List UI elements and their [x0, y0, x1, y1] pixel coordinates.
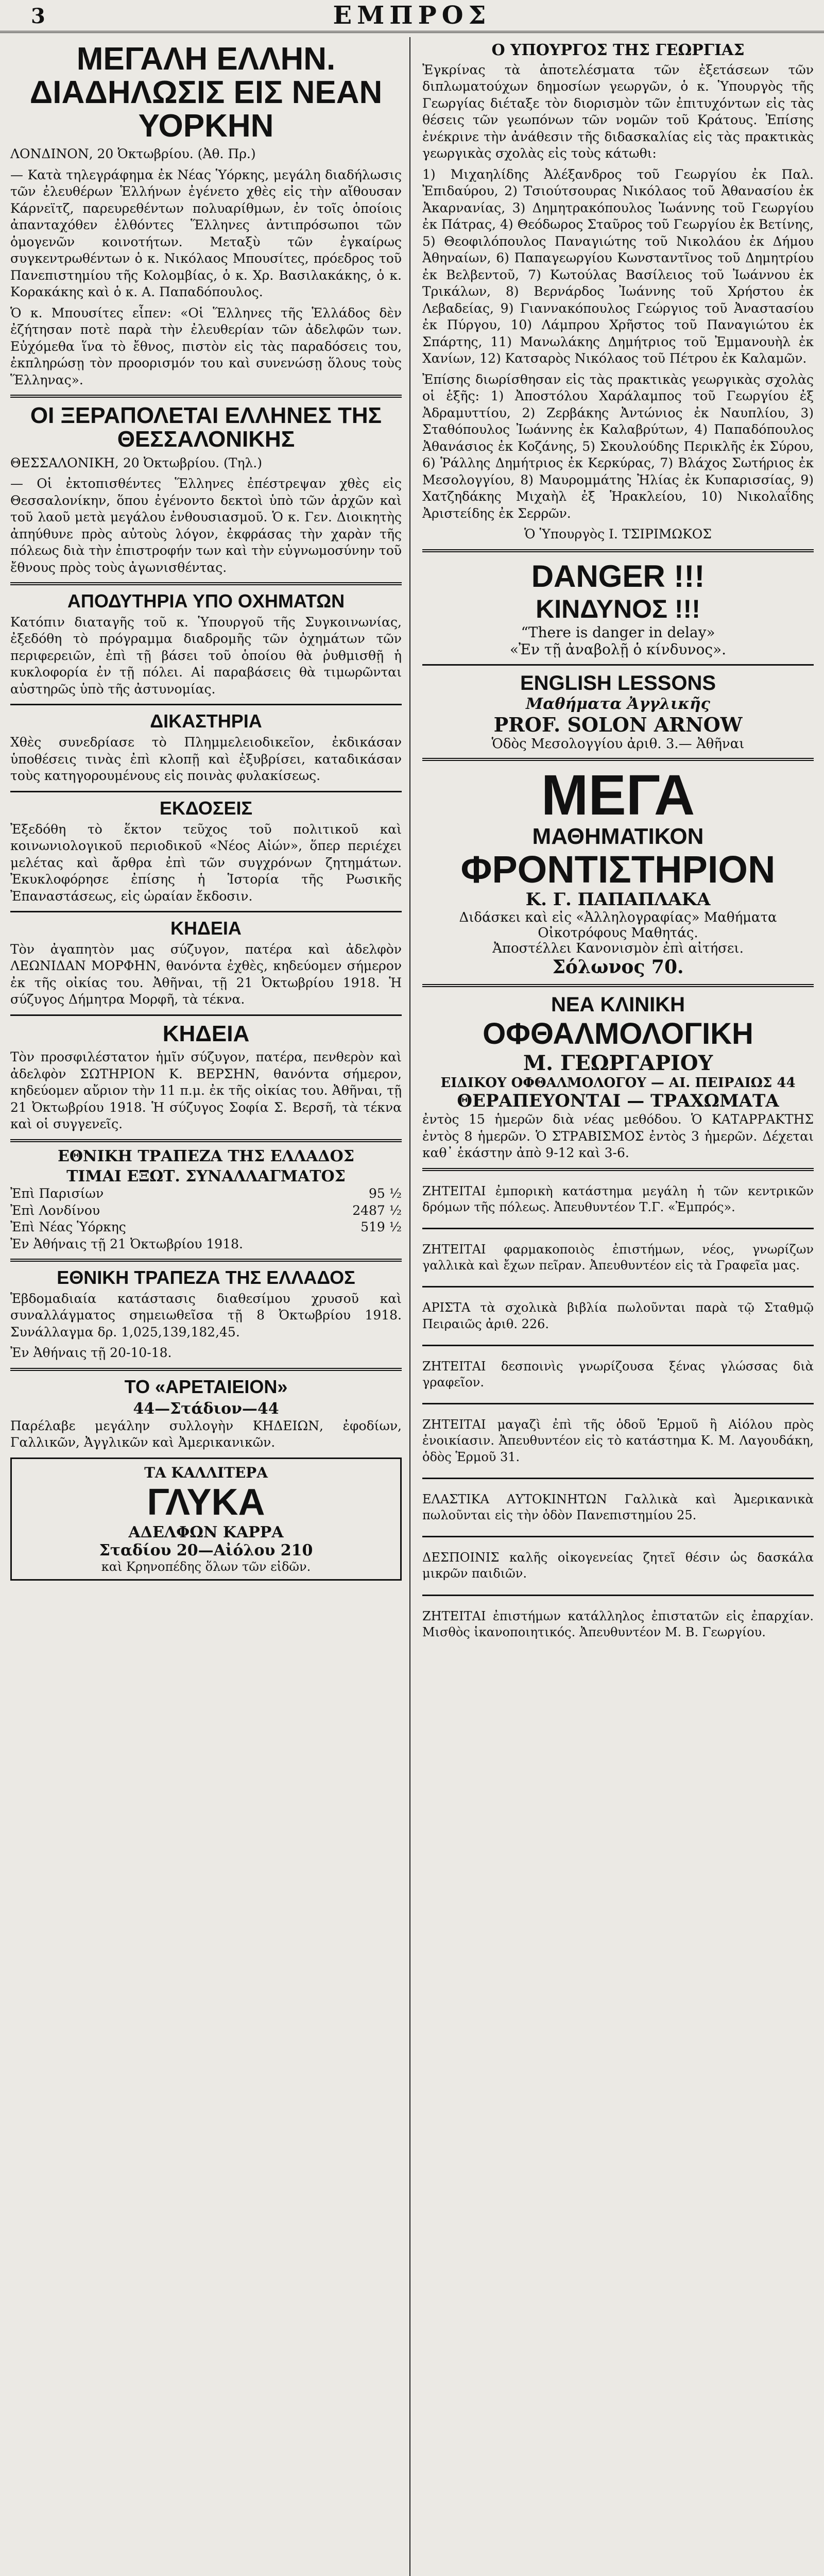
- ad-danger-title-gr: ΚΙΝΔΥΝΟΣ !!!: [536, 594, 700, 623]
- divider: [10, 395, 402, 398]
- ad-lessons-title: ENGLISH LESSONS: [520, 671, 716, 694]
- divider: [422, 1595, 814, 1596]
- exchange-label: Ἐπὶ Λονδίνου: [10, 1202, 100, 1218]
- ad-clinic-body: ἐντὸς 15 ἡμερῶν διὰ νέας μεθόδου. Ὁ ΚΑΤΑΡΡΑΚΤΗΣ ἐντὸς 8 ἡμερῶν. Ὁ ΣΤΡΑΒΙΣΜΟΣ ἐντὸς 3 ἡμερῶν. Δέχεται καθ᾽ ἑκάστην ἀπὸ 9-12 καὶ 3-6.: [422, 1112, 814, 1161]
- classified-ad: ΖΗΤΕΙΤΑΙ δεσποινὶς γνωρίζουσα ξένας γλώσσας διὰ γραφεῖον.: [422, 1359, 814, 1389]
- ad-clinic-doctor: Μ. ΓΕΩΡΓΑΡΙΟΥ: [523, 1051, 713, 1076]
- divider: [10, 582, 402, 585]
- notice-kideia-2: [10, 1022, 402, 1133]
- article-paragraph: — Οἱ ἐκτοπισθέντες Ἕλληνες ἐπέστρεψαν χθὲς εἰς Θεσσαλονίκην, ὅπου ἐγένοντο δεκτοὶ ὑπὸ τῶν ἀρχῶν καὶ τοῦ λαοῦ μετὰ μεγάλου ἐνθουσιασμοῦ. Ὁ κ. Γεν. Διοικητὴς ἀπηύθυνε πρὸς αὐτοὺς λόγον, ἐκφράσας τὴν χαρὰν τῆς πόλεως διὰ τὴν ἐπιστροφήν των καὶ τὴν εὐγνωμοσύνην τοῦ ἔθνους πρὸς τοὺς ἀγωνισθέντας.: [10, 476, 402, 575]
- classified-ad: ΑΡΙΣΤΑ τὰ σχολικὰ βιβλία πωλοῦνται παρὰ τῷ Σταθμῷ Πειραιῶς ἀριθ. 226.: [422, 1300, 814, 1331]
- ad-clinic-top: ΝΕΑ ΚΛΙΝΙΚΗ: [551, 993, 685, 1016]
- divider: [10, 1014, 402, 1016]
- article-title: ΟΙ ΞΕΡΑΠΟΛΕΤΑΙ ΕΛΛΗΝΕΣ ΤΗΣ ΘΕΣΣΑΛΟΝΙΚΗΣ: [30, 403, 382, 452]
- ad-front-head: Κ. Γ. ΠΑΠΑΠΛΑΚΑ: [525, 889, 711, 910]
- divider: [422, 1286, 814, 1287]
- divider: [422, 1536, 814, 1537]
- divider: [10, 911, 402, 912]
- exchange-title: ΕΘΝΙΚΗ ΤΡΑΠΕΖΑ ΤΗΣ ΕΛΛΑΔΟΣ: [58, 1147, 354, 1165]
- exchange-row: [10, 1219, 402, 1236]
- article-paragraph: Ὁ κ. Μπουσίτες εἶπεν: «Οἱ Ἕλληνες τῆς Ἑλλάδος δὲν ἐζήτησαν ποτὲ παρὰ τὴν ἐλευθερίαν τῶν ἀδελφῶν των. Εὐχόμεθα ἵνα τὸ ἔθνος, πιστὸν εἰς τὰς παραδόσεις του, ἐκπληρώσῃ τὸν προορισμόν του καὶ συνενώσῃ ὅλους τοὺς Ἕλληνας».: [10, 305, 402, 387]
- ad-glyka: [10, 1458, 402, 1581]
- ad-frontistirion: [422, 763, 814, 978]
- notice-title: ΚΗΔΕΙΑ: [162, 1021, 250, 1046]
- ad-title: ΤΟ «ΑΡΕΤΑΙΕΙΟΝ»: [124, 1376, 288, 1397]
- ad-front-street: Σόλωνος 70.: [552, 956, 684, 978]
- divider: [422, 549, 814, 552]
- notice-body: Τὸν προσφιλέστατον ἡμῖν σύζυγον, πατέρα, πενθερὸν καὶ ἀδελφὸν ΣΩΤΗΡΙΟΝ Κ. ΒΕΡΣΗΝ, θανόντα σήμερον, κηδεύομεν αὔριον τὴν 11 π.μ. ἐκ τῆς οἰκίας του. Ἀθῆναι, τῇ 21 Ὀκτωβρίου 1918. Ἡ σύζυγος Σοφία Σ. Βερσῆ, τὰ τέκνα καὶ οἱ συγγενεῖς.: [10, 1049, 402, 1132]
- classified-ad: ΖΗΤΕΙΤΑΙ φαρμακοποιὸς ἐπιστήμων, νέος, γνωρίζων γαλλικὰ καὶ ἔχων πεῖραν. Ἀπευθυντέον εἰς τὰ Γραφεῖα μας.: [422, 1242, 814, 1273]
- divider: [422, 984, 814, 987]
- ad-sub: ΑΔΕΛΦΩΝ ΚΑΡΡΑ: [128, 1523, 284, 1541]
- classified-ad: ΖΗΤΕΙΤΑΙ ἐπιστήμων κατάλληλος ἐπιστατῶν εἰς ἐπαρχίαν. Μισθὸς ἱκανοποιητικός. Ἀπευθυντέον Μ. Β. Γεωργίου.: [422, 1608, 814, 1639]
- divider: [10, 1259, 402, 1262]
- notice-body: Τὸν ἀγαπητὸν μας σύζυγον, πατέρα καὶ ἀδελφὸν ΛΕΩΝΙΔΑΝ ΜΟΡΦΗΝ, θανόντα ἐχθὲς, κηδεύομεν σήμερον ἐκ τῆς οἰκίας του. Ἀθῆναι, τῇ 21 Ὀκτωβρίου 1918. Ἡ σύζυγος Δήμητρα Μορφῆ, τὰ τέκνα.: [10, 941, 402, 1007]
- ad-address: Σταδίου 20—Αἰόλου 210: [99, 1541, 313, 1560]
- article-title: ΔΙΚΑΣΤΗΡΙΑ: [150, 710, 262, 732]
- ad-clinic-sub: ΘΕΡΑΠΕΥΟΝΤΑΙ — ΤΡΑΧΩΜΑΤΑ: [457, 1091, 779, 1112]
- ad-danger: [422, 558, 814, 658]
- article-dateline: ΘΕΣΣΑΛΟΝΙΚΗ, 20 Ὀκτωβρίου. (Τηλ.): [10, 455, 262, 470]
- ad-front-top: ΜΕΓΑ: [541, 763, 695, 827]
- article-title: ΕΚΔΟΣΕΙΣ: [159, 797, 253, 819]
- ad-body: Παρέλαβε μεγάλην συλλογὴν ΚΗΔΕΙΩΝ, ἐφοδίων, Γαλλικῶν, Ἀγγλικῶν καὶ Ἀμερικανικῶν.: [10, 1418, 402, 1450]
- exchange-row: [10, 1185, 402, 1202]
- masthead: ΕΜΠΡΟΣ: [333, 1, 491, 30]
- exchange-subtitle: ΤΙΜΑΙ ΕΞΩΤ. ΣΥΝΑΛΛΑΓΜΑΤΟΣ: [66, 1167, 346, 1186]
- divider: [422, 1228, 814, 1229]
- classified-ad: ΕΛΑΣΤΙΚΑ ΑΥΤΟΚΙΝΗΤΩΝ Γαλλικὰ καὶ Ἀμερικανικὰ πωλοῦνται εἰς τὴν ὁδὸν Πανεπιστημίου 25.: [422, 1492, 814, 1522]
- classifieds: [422, 1183, 814, 1640]
- exchange-value: 519 ½: [360, 1219, 402, 1235]
- exchange-rates: [10, 1148, 402, 1253]
- divider: [422, 664, 814, 666]
- ad-danger-gr: «Ἐν τῇ ἀναβολῇ ὁ κίνδυνος».: [509, 640, 727, 658]
- left-column: [10, 37, 402, 1587]
- bank-title: ΕΘΝΙΚΗ ΤΡΑΠΕΖΑ ΤΗΣ ΕΛΛΑΔΟΣ: [57, 1267, 355, 1289]
- article-paragraph: Ἐξεδόθη τὸ ἕκτον τεῦχος τοῦ πολιτικοῦ καὶ κοινωνιολογικοῦ περιοδικοῦ «Νέος Αἰών», ὅπερ περιέχει μελέτας καὶ ἄρθρα ἐπὶ τῶν συγχρόνων ζητημάτων. Ἐκυκλοφόρησε ἐπίσης ἡ Ἱστορία τῆς Ρωσικῆς Ἐπαναστάσεως, εἰς ὡραίαν ἔκδοσιν.: [10, 821, 402, 904]
- notice-title: ΚΗΔΕΙΑ: [170, 918, 242, 939]
- classified-ad: ΔΕΣΠΟΙΝΙΣ καλῆς οἰκογενείας ζητεῖ θέσιν ὡς δασκάλα μικρῶν παιδιῶν.: [422, 1550, 814, 1581]
- right-column: [422, 37, 814, 1653]
- classified-ad: ΖΗΤΕΙΤΑΙ ἐμπορικὴ κατάστημα μεγάλη ἡ τῶν κεντρικῶν δρόμων τῆς πόλεως. Ἀπευθυντέον Τ.Γ. «Ἐμπρός».: [422, 1183, 814, 1214]
- article-paragraph: 1) Μιχαηλίδης Ἀλέξανδρος τοῦ Γεωργίου ἐκ Παλ. Ἐπιδαύρου, 2) Τσιούτσουρας Νικόλαος τοῦ Ἀθανασίου ἐκ Ἀκαρνανίας, 3) Δημητρακόπουλος Ἰωάννης τοῦ Γεωργίου ἐκ Πάτρας, 4) Θεόδωρος Σταῦρος τοῦ Γεωργίου ἐκ Βετίνης, 5) Θεοφιλόπουλος Παναγιώτης τοῦ Νικολάου ἐκ Δήμου Ἀθηναίων, 6) Παπαγεωργίου Κωνσταντῖνος τοῦ Δημητρίου ἐκ Βελβεντοῦ, 7) Κωτούλας Βασίλειος τοῦ Ἰωάννου ἐκ Τρικάλων, 8) Βερνάρδος Ἰωάννης τοῦ Χρήστου ἐκ Λεβαδείας, 9) Γιαννακόπουλος Γεώργιος τοῦ Ἀναστασίου ἐκ Πύργου, 10) Λάμπρου Χρῆστος τοῦ Παναγιώτου ἐκ Σπάρτης, 11) Μανωλάκης Δημήτριος τοῦ Ἐμμανουὴλ ἐκ Χανίων, 12) Κατσαρὸς Νικόλαος τοῦ Πέτρου ἐκ Καλαμῶν.: [422, 166, 814, 366]
- article-paragraph: Ἐπίσης διωρίσθησαν εἰς τὰς πρακτικὰς γεωργικὰς σχολὰς οἱ ἑξῆς: 1) Ἀποστόλου Χαράλαμπος τοῦ Γεωργίου ἐξ Ἀδραμυττίου, 2) Ζερβάκης Ἀντώνιος ἐκ Ναυπλίου, 3) Σταθόπουλος Ἰωάννης ἐκ Καλαβρύτων, 4) Παπαδόπουλος Ἀθανάσιος ἐκ Κοζάνης, 5) Σκουλούδης Περικλῆς ἐκ Σύρου, 6) Ῥάλλης Δημήτριος ἐκ Κερκύρας, 7) Βλάχος Σωτήριος ἐκ Μεσολογγίου, 8) Μαυρομμάτης Ἠλίας ἐκ Κυπαρισσίας, 9) Χατζηδάκης Μιχαὴλ ἐξ Ἡρακλείου, 10) Νικολαΐδης Ἀριστείδης ἐκ Σερρῶν.: [422, 371, 814, 521]
- ad-front-sub: ΜΑΘΗΜΑΤΙΚΟΝ: [532, 823, 704, 849]
- article-signature: Ὁ Ὑπουργὸς Ι. ΤΣΙΡΙΜΩΚΟΣ: [524, 527, 712, 541]
- ad-front-addr: Ἀποστέλλει Κανονισμὸν ἐπὶ αἰτήσει.: [492, 941, 744, 957]
- divider: [422, 1403, 814, 1404]
- exchange-label: Ἐπὶ Νέας Ὑόρκης: [10, 1219, 126, 1235]
- article-paragraph: Χθὲς συνεδρίασε τὸ Πλημμελειοδικεῖον, ἐκδικάσαν ὑποθέσεις τινὰς ἐπὶ κλοπῇ καὶ ἐξυβρίσει, καταδικάσαν τοὺς κατηγορουμένους εἰς ποινὰς φυλακίσεως.: [10, 735, 402, 784]
- article-dateline: ΛΟΝΔΙΝΟΝ, 20 Ὀκτωβρίου. (Ἀθ. Πρ.): [10, 146, 256, 162]
- ad-top: ΤΑ ΚΑΛΛΙΤΕΡΑ: [144, 1464, 268, 1481]
- classified-ad: ΖΗΤΕΙΤΑΙ μαγαζὶ ἐπὶ τῆς ὁδοῦ Ἑρμοῦ ἢ Αἰόλου πρὸς ἐνοικίασιν. Ἀπευθυντέον εἰς τὸ κατάστημα Κ. Μ. Λαγουδάκη, ὁδὸς Ἑρμοῦ 31.: [422, 1417, 814, 1464]
- divider: [422, 1345, 814, 1346]
- article-ochimata: [10, 591, 402, 698]
- bank-body: Ἑβδομαδιαία κατάστασις διαθεσίμου χρυσοῦ καὶ συναλλάγματος σημειωθεῖσα τῇ 8 Ὀκτωβρίου 1918. Συνάλλαγμα δρ. 1,025,139,182,45.: [10, 1291, 402, 1340]
- ad-english-lessons: [422, 672, 814, 752]
- ad-front-body: Διδάσκει καὶ εἰς «Ἀλληλογραφίας» Μαθήματα Οἰκοτρόφους Μαθητάς.: [459, 910, 777, 941]
- divider: [422, 1478, 814, 1479]
- article-paragraph: Ἐγκρίνας τὰ ἀποτελέσματα τῶν ἐξετάσεων τῶν διπλωματούχων δημοσίων γεωργῶν, ὁ κ. Ὑπουργὸς τῆς Γεωργίας διέταξε τὸν διορισμὸν τῶν ἐπιτυχόντων εἰς τὰς θέσεις τῶν γεωπόνων τῶν νομῶν τοῦ Κράτους. Ἐπίσης ἐνέκρινε τὴν ἀνάθεσιν τῆς διδασκαλίας εἰς τὰς πρακτικὰς γεωργικὰς σχολὰς εἰς τοὺς κάτωθι:: [422, 62, 814, 161]
- article-title: ΜΕΓΑΛΗ ΕΛΛΗΝ. ΔΙΑΔΗΛΩΣΙΣ ΕΙΣ ΝΕΑΝ ΥΟΡΚΗΝ: [29, 41, 383, 144]
- bank-notice: [10, 1268, 402, 1362]
- ad-lessons-teacher: PROF. SOLON ARNOW: [493, 713, 743, 736]
- ad-danger-en: “There is danger in delay»: [521, 623, 715, 641]
- article-dikastiria: [10, 711, 402, 784]
- exchange-value: 2487 ½: [352, 1202, 402, 1218]
- ad-lessons-address: Ὁδὸς Μεσολογγίου ἀριθ. 3.— Ἀθῆναι: [491, 736, 745, 752]
- article-title: ΑΠΟΔΥΤΗΡΙΑ ΥΠΟ ΟΧΗΜΑΤΩΝ: [67, 590, 345, 612]
- page-header: [0, 0, 824, 33]
- article-paragraph: Κατόπιν διαταγῆς τοῦ κ. Ὑπουργοῦ τῆς Συγκοινωνίας, ἐξεδόθη τὸ πρόγραμμα διαδρομῆς τῶν ὀχημάτων τῶν περιφερειῶν, ἐπὶ τῇ βάσει τοῦ ὁποίου θὰ ῥυθμισθῇ ἡ κυκλοφορία ἐν τῇ πόλει. Αἱ παραβάσεις θὰ τιμωρῶνται αὐστηρῶς ὑπὸ τῆς ἀστυνομίας.: [10, 614, 402, 697]
- divider: [10, 1368, 402, 1371]
- ad-danger-title: DANGER !!!: [531, 558, 705, 594]
- column-rule: [409, 37, 410, 2576]
- ad-clinic-main: ΟΦΘΑΛΜΟΛΟΓΙΚΗ: [483, 1017, 753, 1051]
- article-diadilosis: [10, 42, 402, 388]
- divider: [10, 704, 402, 705]
- ad-lessons-sub: Μαθήματα Ἀγγλικῆς: [526, 694, 710, 713]
- exchange-row: [10, 1202, 402, 1219]
- notice-kideia-1: [10, 919, 402, 1008]
- divider: [422, 1168, 814, 1171]
- exchange-date: Ἐν Ἀθήναις τῇ 21 Ὀκτωβρίου 1918.: [10, 1236, 243, 1251]
- ad-main: ΓΛΥΚΑ: [147, 1481, 265, 1523]
- ad-clinic-spec: ΕΙΔΙΚΟΥ ΟΦΘΑΛΜΟΛΟΓΟΥ — ΑΙ. ΠΕΙΡΑΙΩΣ 44: [440, 1075, 796, 1091]
- ad-aretaieion: [10, 1377, 402, 1451]
- page-number: 3: [31, 4, 45, 28]
- divider: [10, 1139, 402, 1142]
- exchange-value: 95 ½: [369, 1186, 402, 1201]
- ad-front-main: ΦΡΟΝΤΙΣΤΗΡΙΟΝ: [460, 848, 776, 891]
- article-ekdoseis: [10, 799, 402, 905]
- ad-subtitle: 44—Στάδιον—44: [133, 1399, 279, 1418]
- ad-note: καὶ Κρηνοπέδης ὅλων τῶν εἰδῶν.: [101, 1559, 311, 1574]
- article-thessaloniki: [10, 404, 402, 576]
- ad-clinic: [422, 993, 814, 1162]
- exchange-label: Ἐπὶ Παρισίων: [10, 1186, 104, 1201]
- article-title: Ο ΥΠΟΥΡΓΟΣ ΤΗΣ ΓΕΩΡΓΙΑΣ: [491, 41, 745, 59]
- divider: [10, 791, 402, 792]
- divider: [422, 758, 814, 761]
- bank-date: Ἐν Ἀθήναις τῇ 20-10-18.: [10, 1345, 172, 1361]
- article-ypourgos: [422, 42, 814, 543]
- article-paragraph: — Κατὰ τηλεγράφημα ἐκ Νέας Ὑόρκης, μεγάλη διαδήλωσις τῶν ἐλευθέρων Ἑλλήνων ἐγένετο χθὲς εἰς τὴν αἴθουσαν Κάρνεϊτζ, παρευρεθέντων πολυαρίθμων, ἐν τοῖς ὁποίοις ἀπανταχόθεν ἐλθόντες Ἕλληνες ἀντιπρόσωποι τῶν ὁμογενῶν κοινοτήτων. Μεταξὺ τῶν ἐγκαίρως συγκεντρωθέντων ὁ κ. Νικόλαος Μπουσίτες, πρόεδρος τοῦ Πανεπιστημίου τῆς Κολομβίας, ὁ κ. Χρ. Βασιλακάκης, ὁ κ. Κορακάκης καὶ ὁ κ. Α. Παπαδόπουλος.: [10, 167, 402, 300]
